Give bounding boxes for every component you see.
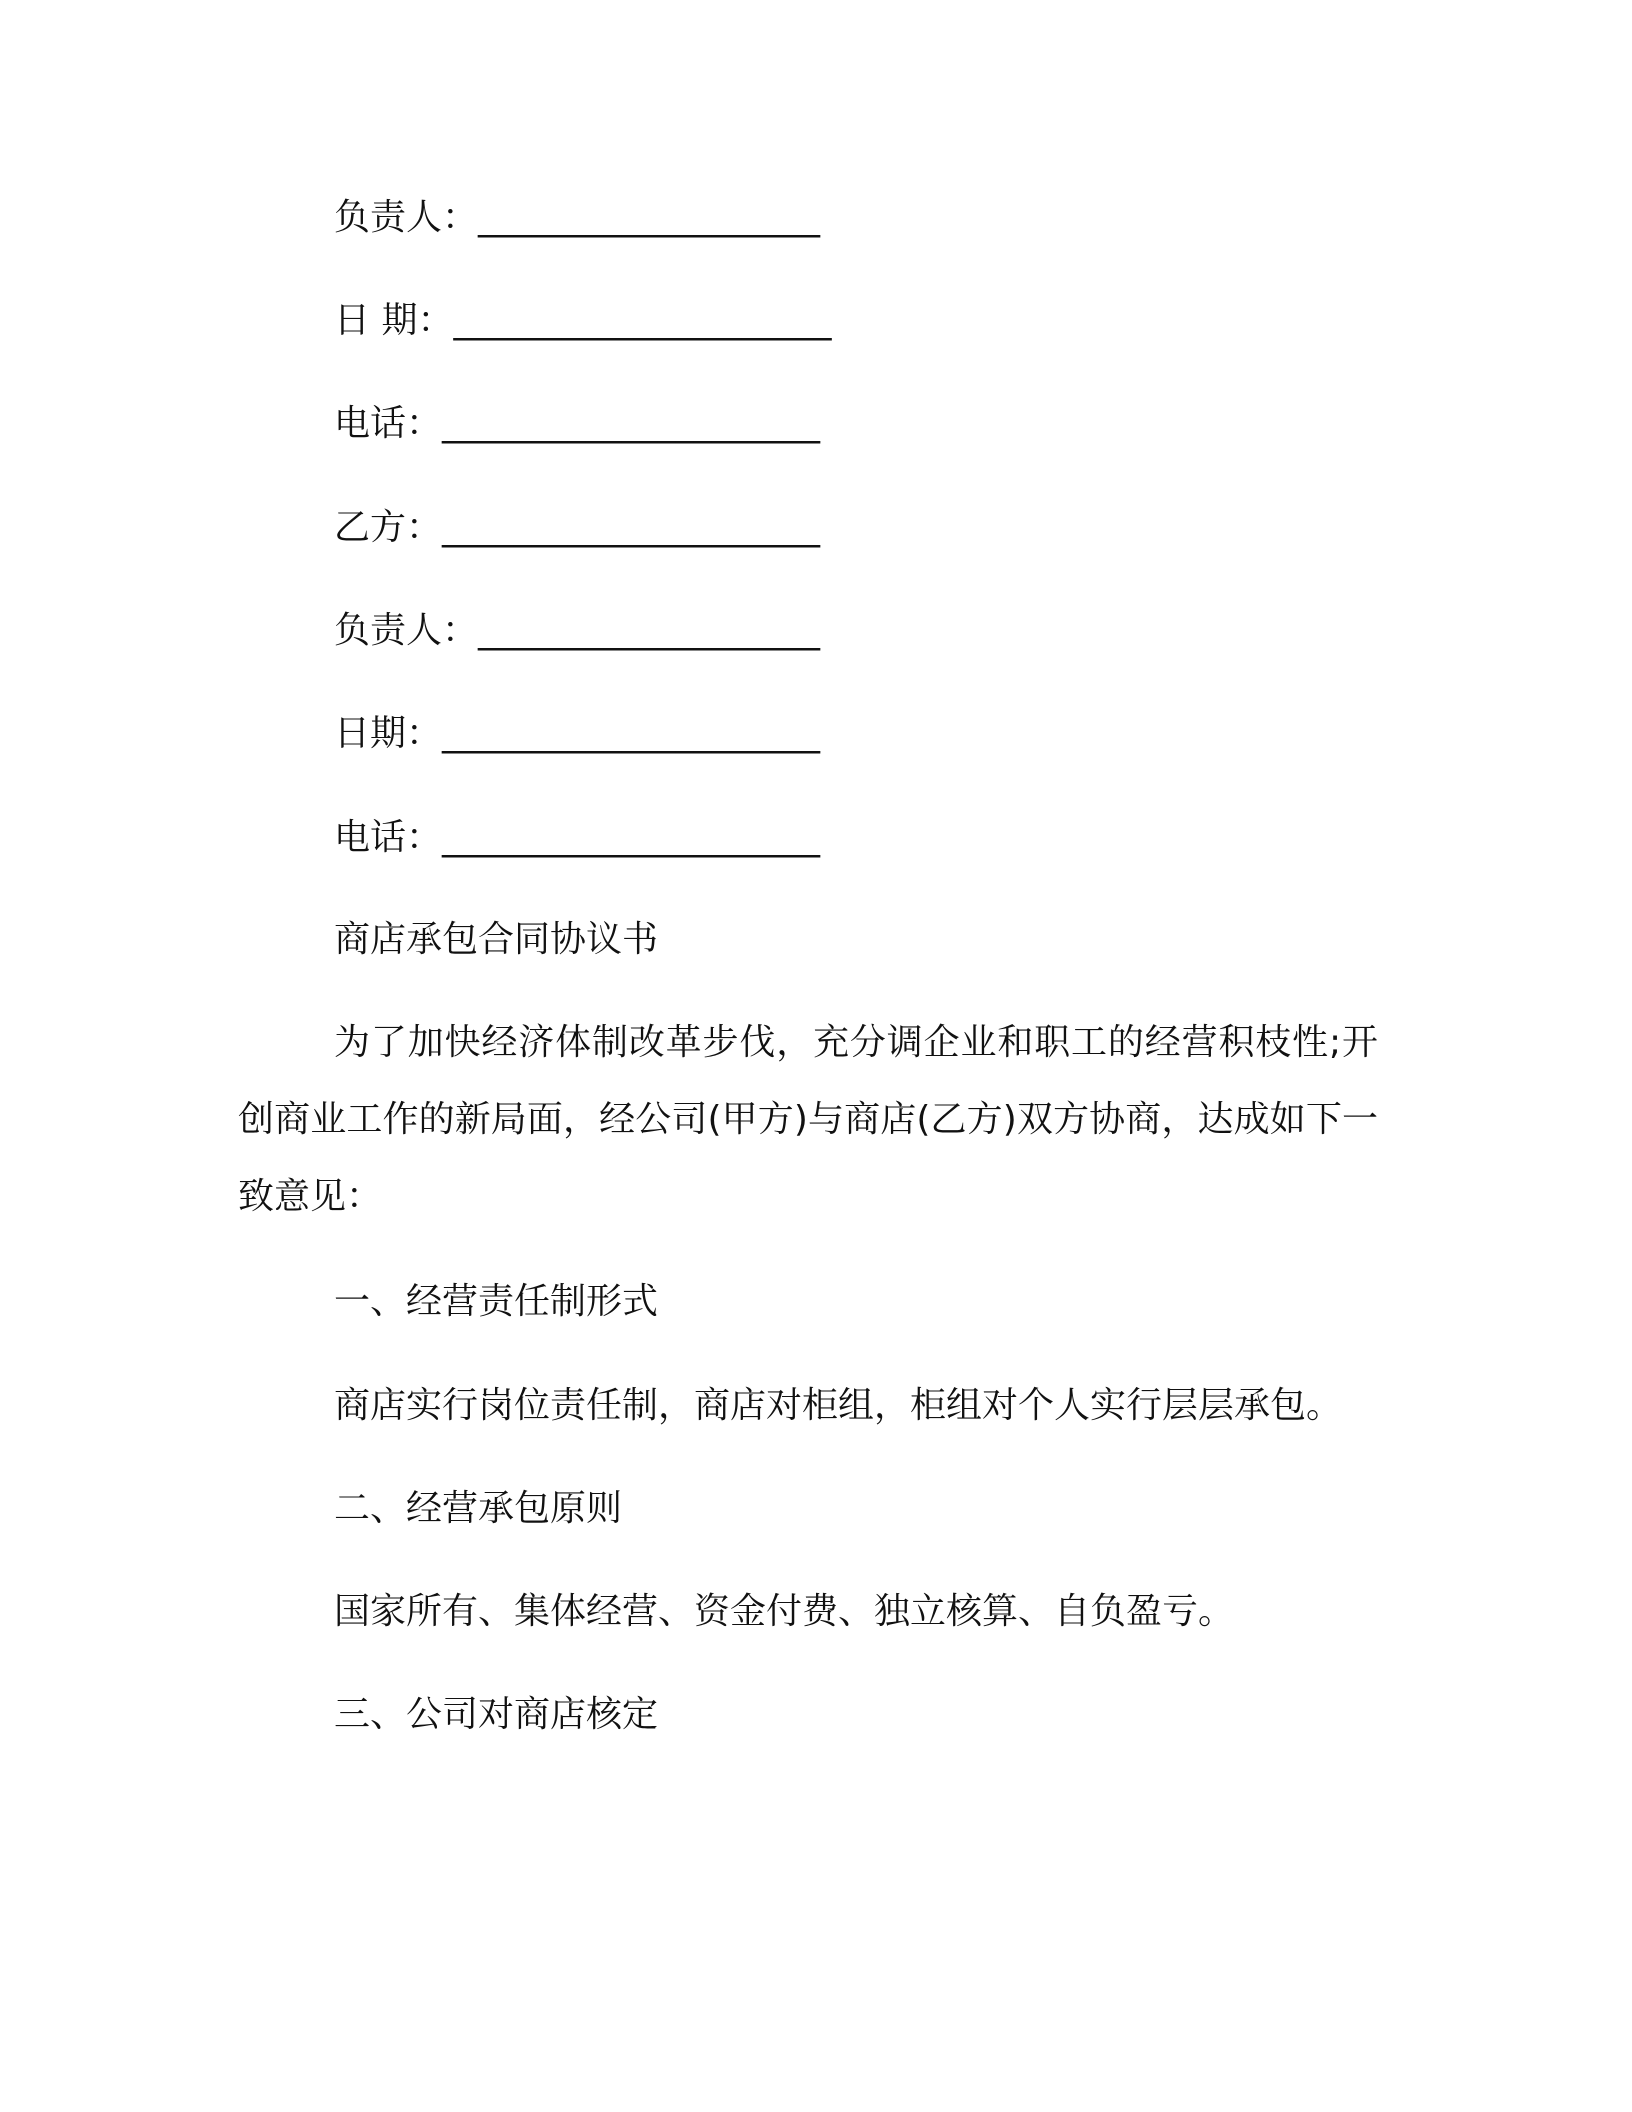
field-label: 电话： xyxy=(334,403,443,444)
field-blank: _____________________ xyxy=(442,713,821,754)
section-body-1: 商店实行岗位责任制，商店对柜组，柜组对个人实行层层承包。 xyxy=(334,1385,1343,1426)
field-label: 日期： xyxy=(334,713,443,754)
field-blank: _____________________ xyxy=(453,300,832,341)
field-blank: _____________________ xyxy=(442,817,821,858)
field-blank: ___________________ xyxy=(478,197,821,238)
field-date-2 xyxy=(334,712,820,756)
field-party-b xyxy=(334,506,820,550)
field-label: 负责人： xyxy=(334,197,479,238)
section-body-2: 国家所有、集体经营、资金付费、独立核算、自负盈亏。 xyxy=(334,1591,1235,1632)
field-label: 乙方： xyxy=(334,507,443,548)
field-blank: _____________________ xyxy=(442,507,821,548)
section-heading-1: 一、经营责任制形式 xyxy=(334,1281,659,1322)
field-label: 电话： xyxy=(334,817,443,858)
section-heading-3: 三、公司对商店核定 xyxy=(334,1694,659,1735)
field-date-1 xyxy=(334,299,831,343)
field-responsible-person-2 xyxy=(334,609,820,653)
intro-paragraph: 为了加快经济体制改革步伐，充分调企业和职工的经营积枝性;开创商业工作的新局面，经公司(甲方)与商店(乙方)双方协商，达成如下一致意见： xyxy=(238,1022,1378,1217)
field-blank: ___________________ xyxy=(478,610,821,651)
field-responsible-person-1 xyxy=(334,196,820,240)
field-label: 日 期： xyxy=(334,300,454,341)
field-label: 负责人： xyxy=(334,610,479,651)
document-title: 商店承包合同协议书 xyxy=(334,919,659,960)
field-phone-2 xyxy=(334,816,820,860)
field-blank: _____________________ xyxy=(442,403,821,444)
section-heading-2: 二、经营承包原则 xyxy=(334,1488,623,1529)
field-phone-1 xyxy=(334,402,820,446)
